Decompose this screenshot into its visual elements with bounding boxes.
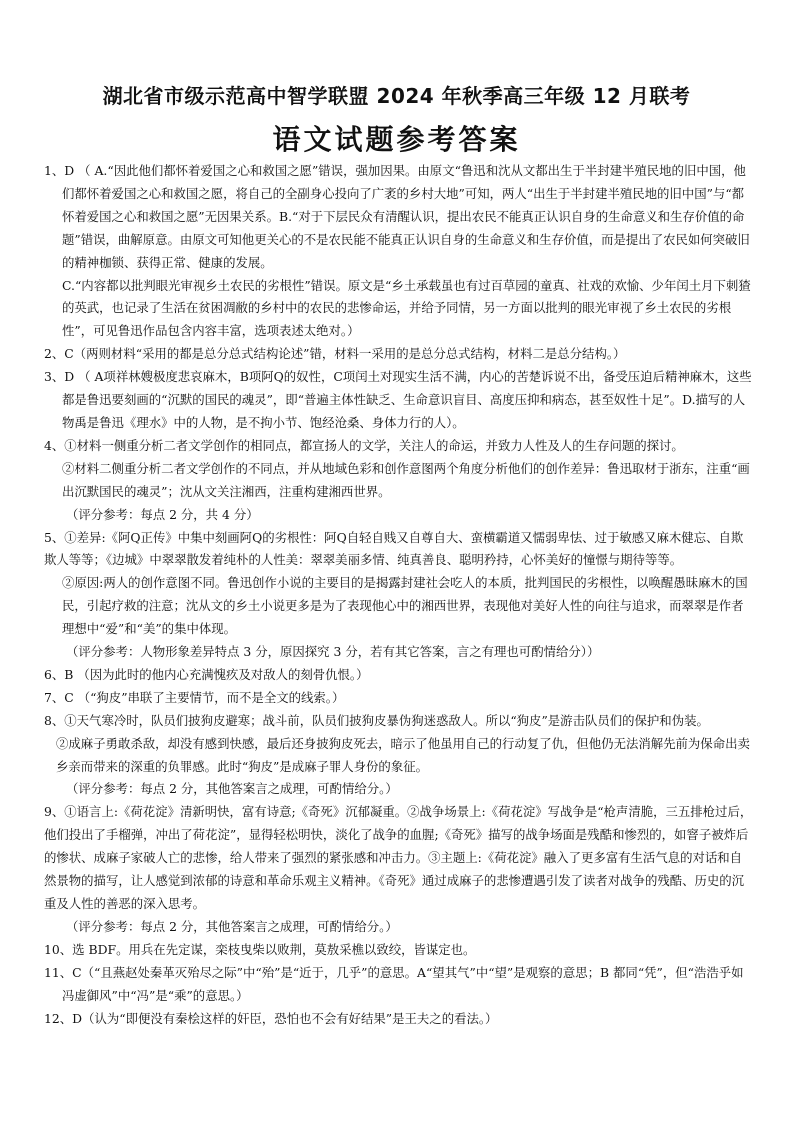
answer-8-scoring: （评分参考：每点 2 分，其他答案言之成理，可酌情给分。） — [66, 781, 398, 797]
answer-1: 1、D （ A.“因此他们都怀着爱国之心和救国之愿”错误，强加因果。由原文“鲁迅和沈从文都出生于半封建半殖民地的旧中国，他们都怀着爱国之心和救国之愿，将自己的全副身心投向了广袤的乡村大地”可知，两人“出生于半封建半殖民地的旧中国”与“都怀着爱国之心和救国之愿”无因果关系。B.“对于下层民众有清醒认识，提出农民不能真正认识自身的生命意义和生存价值的命题”错误，曲解原意。由原文可知他更关心的不是农民能不能真正认识自身的生命意义和生存价值，而是提出了农民如何突破旧的精神枷锁、获得正常、健康的发展。 — [44, 163, 750, 270]
answer-4-point-2: ②材料二侧重分析二者文学创作的不同点，并从地域色彩和创作意图两个角度分析他们的创作差异：鲁迅取材于浙东，注重“画出沉默国民的魂灵”；沈从文关注湘西，注重构建湘西世界。 — [62, 460, 750, 499]
answer-8-point-1: 8、①天气寒冷时，队员们披狗皮避寒；战斗前，队员们披狗皮暴伪狗迷惑敌人。所以“狗皮”是游击队员们的保护和伪装。 — [44, 712, 709, 728]
answer-8-point-2: ②成麻子勇敢杀敌，却没有感到快感，最后还身披狗皮死去，暗示了他虽用自己的行动复了仇，但他仍无法消解先前为保命出卖乡亲而带来的深重的负罪感。此时“狗皮”是成麻子罪人身份的象征。 — [56, 735, 750, 774]
answer-list — [44, 160, 754, 1030]
answer-4-point-1: 4、①材料一侧重分析二者文学创作的相同点，都宣扬人的文学，关注人的命运，并致力人性及人的生存问题的探讨。 — [44, 437, 684, 453]
answer-4-scoring: （评分参考：每点 2 分，共 4 分） — [66, 506, 259, 522]
document-title: 语文试题参考答案 — [272, 123, 521, 156]
answer-5-scoring: （评分参考：人物形象差异特点 3 分，原因探究 3 分，若有其它答案，言之有理也可酌情给分）） — [66, 644, 600, 660]
answer-9-scoring: （评分参考：每点 2 分，其他答案言之成理，可酌情给分。） — [66, 918, 398, 934]
answer-1-continued: C.“内容都以批判眼光审视乡土农民的劣根性”错误。原文是“乡土承载虽也有过百草园的童真、社戏的欢愉、少年闰土月下刺猹的英武，也记录了生活在贫困凋敝的乡村中的农民的悲惨命运，并给予同情，另一方面以批判的眼光审视了乡土农民的劣根性”，可见鲁迅作品包含内容丰富，选项表述太绝对。） — [62, 277, 751, 339]
answer-11: 11、C（“且燕赵处秦革灭殆尽之际”中“殆”是“近于，几乎”的意思。A“望其气”中“望”是观察的意思；B 都同“凭”，但“浩浩乎如冯虚御风”中“冯”是“乘”的意思。） — [44, 964, 744, 1003]
exam-title: 湖北省市级示范高中智学联盟 2024 年秋季高三年级 12 月联考 — [102, 84, 691, 108]
answer-12: 12、D（认为“即便没有秦桧这样的奸臣，恐怕也不会有好结果”是王夫之的看法。） — [44, 1010, 498, 1026]
answer-9: 9、①语言上:《荷花淀》清新明快，富有诗意;《奇死》沉郁凝重。②战争场景上:《荷花淀》写战争是“枪声清脆，三五排枪过后，他们投出了手榴弹，冲出了荷花淀”，显得轻松明快，淡化了战争的血腥;《奇死》描写的战争场面是残酷和惨烈的，如窨子被炸后的惨状、成麻子家破人亡的悲惨，给人带来了强烈的紧张感和冲击力。③主题上:《荷花淀》融入了更多富有生活气息的对话和自然景物的描写，让人感觉到浓郁的诗意和革命乐观主义精神。《奇死》通过成麻子的悲惨遭遇引发了读者对战争的残酷、历史的沉重及人性的善恶的深入思考。 — [44, 804, 753, 911]
answer-10: 10、选 BDF。用兵在先定谋，栾枝曳柴以败荆，莫敖采樵以致绞，皆谋定也。 — [44, 941, 476, 957]
answer-5-point-2: ②原因:两人的创作意图不同。鲁迅创作小说的主要目的是揭露封建社会吃人的本质，批判国民的劣根性，以唤醒愚昧麻木的国民，引起疗救的注意；沈从文的乡土小说更多是为了表现他心中的湘西世界，表现他对美好人性的向往与追求，而翠翠是作者理想中“爱”和“美”的集中体现。 — [62, 575, 748, 637]
answer-6: 6、B （因为此时的他内心充满愧疚及对敌人的刻骨仇恨。） — [44, 666, 369, 682]
answer-7: 7、C （“狗皮”串联了主要情节，而不是全文的线索。） — [44, 689, 345, 705]
answer-2: 2、C（两则材料“采用的都是总分总式结构论述”错，材料一采用的是总分总式结构，材料二是总分结构。） — [44, 346, 626, 362]
answer-5-point-1: 5、①差异:《阿Q正传》中集中刻画阿Q的劣根性：阿Q自轻自贱又自尊自大、蛮横霸道又懦弱卑怯、过于敏感又麻木健忘、自欺欺人等等；《边城》中翠翠散发着纯朴的人性美：翠翠美丽多情、纯真善良、聪明矜持，心怀美好的憧憬与期待等等。 — [44, 529, 744, 568]
answer-3: 3、D （ A项祥林嫂极度悲哀麻木，B项阿Q的奴性，C项闰土对现实生活不满，内心的苦楚诉说不出，备受压迫后精神麻木，这些都是鲁迅要刻画的“沉默的国民的魂灵”，即“普遍主体性缺乏、生命意识盲目、高度压抑和病态，甚至奴性十足”。D.描写的人物禹是鲁迅《理水》中的人物，是不拘小节、饱经沧桑、身体力行的人）。 — [44, 369, 752, 430]
